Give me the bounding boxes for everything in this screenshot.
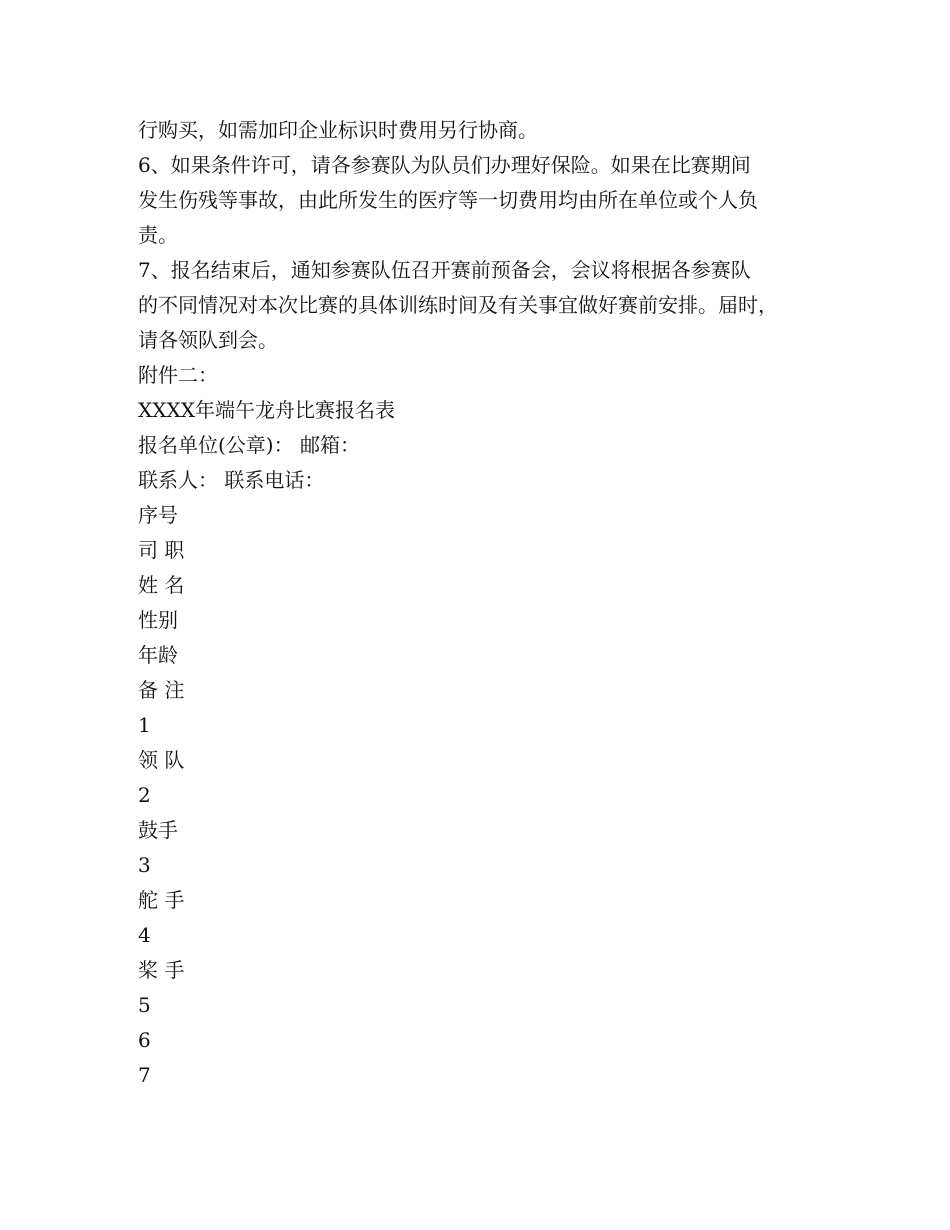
table-header-cell: 备 注 <box>138 678 185 702</box>
table-cell: 桨 手 <box>138 958 185 982</box>
form-title: XXXX年端午龙舟比赛报名表 <box>138 398 395 422</box>
paragraph-line: 7、报名结束后，通知参赛队伍召开赛前预备会，会议将根据各参赛队 <box>138 258 751 282</box>
document-body <box>138 113 838 1093</box>
table-cell: 7 <box>138 1063 151 1087</box>
table-cell: 4 <box>138 923 151 947</box>
table-header-cell: 性别 <box>138 608 178 632</box>
table-header-cell: 序号 <box>138 503 178 527</box>
form-field-unit-email: 报名单位(公章)： 邮箱： <box>138 433 360 457</box>
form-field-contact-phone: 联系人： 联系电话： <box>138 468 325 492</box>
table-cell: 2 <box>138 783 151 807</box>
paragraph-line: 发生伤残等事故，由此所发生的医疗等一切费用均由所在单位或个人负 <box>138 188 758 212</box>
table-header-cell: 年龄 <box>138 643 178 667</box>
paragraph-line: 责。 <box>138 223 178 247</box>
table-cell: 1 <box>138 713 151 737</box>
attachment-heading: 附件二： <box>138 363 218 387</box>
table-cell: 舵 手 <box>138 888 185 912</box>
paragraph-line: 请各领队到会。 <box>138 328 278 352</box>
paragraph-line: 6、如果条件许可，请各参赛队为队员们办理好保险。如果在比赛期间 <box>138 153 751 177</box>
table-cell: 鼓手 <box>138 818 178 842</box>
table-cell: 5 <box>138 993 151 1017</box>
paragraph-line: 的不同情况对本次比赛的具体训练时间及有关事宜做好赛前安排。届时， <box>138 293 778 317</box>
paragraph-line: 行购买，如需加印企业标识时费用另行协商。 <box>138 118 538 142</box>
table-cell: 3 <box>138 853 151 877</box>
table-header-cell: 姓 名 <box>138 573 185 597</box>
table-header-cell: 司 职 <box>138 538 185 562</box>
table-cell: 6 <box>138 1028 151 1052</box>
table-cell: 领 队 <box>138 748 185 772</box>
